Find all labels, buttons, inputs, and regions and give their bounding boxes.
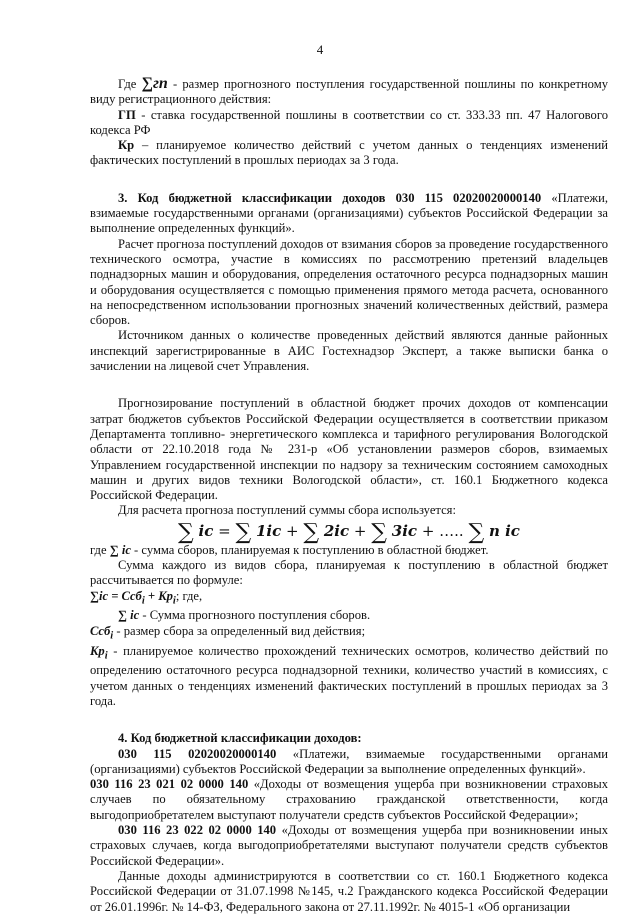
- section-3-para-3: Прогнозирование поступлений в областной бюджет прочих доходов от компенсации затрат бюджетов субъектов Российской Федерации осуществляется в соответствии приказом Департамента топливно- энергетического комплекса и тарифного регулирования Вологодской области от 22.10.2018 года № 231-р «Об установлении размеров сборов, взимаемых Управлением государственной инспекции по надзору за техническим состоянием самоходных машин и других видов техники Вологодской области», ст. 160.1 Бюджетного кодекса Российской Федерации.: [90, 396, 608, 503]
- section-3-para-5: Сумма каждого из видов сбора, планируемая к поступлению в областной бюджет рассчитывается по формуле:: [90, 558, 608, 588]
- formula-2: $\sum ic = Ccб_i + Kp_i$; где,: [90, 588, 203, 607]
- formula-where: где ∑ ic - сумма сборов, планируемая к поступлению в областной бюджет.: [90, 542, 489, 557]
- section-4-heading: 4. Код бюджетной классификации доходов:: [118, 731, 362, 746]
- section-4-para-3: 030 116 23 022 02 0000 140 «Доходы от возмещения ущерба при возникновении иных страховых случаев, когда выгодоприобретателями выступают получатели средств субъектов Российской Федерации».: [90, 823, 608, 868]
- page-number: 4: [316, 42, 324, 57]
- sum-formula: ∑ ic = ∑ 1ic + ∑ 2ic + ∑ 3ic + ….. ∑ n ic: [178, 519, 520, 545]
- document-body: [90, 76, 608, 915]
- section-3-para-2: Источником данных о количестве проведенных действий являются данные районных инспекций зарегистрированные в АИС Гостехнадзор Эксперт, а также выписки банка о зачислении на лицевой счет Управления.: [90, 328, 608, 374]
- definition-gp: ГП - ставка государственной пошлины в соответствии со ст. 333.33 пп. 47 Налогового кодекса РФ: [90, 107, 608, 137]
- section-3-para-4: Для расчета прогноза поступлений суммы сбора используется:: [118, 503, 456, 518]
- definition-ccb: Ccб$_i$ - размер сбора за определенный вид действия;: [90, 623, 366, 642]
- section-4-para-1: 030 115 02020020000140 «Платежи, взимаемые государственными органами (организациями) субъектов Российской Федерации за выполнение определенных функций».: [90, 746, 608, 776]
- definition-sum-ic: ∑ ic - Сумма прогнозного поступления сборов.: [118, 608, 371, 623]
- section-4-para-4: Данные доходы администрируются в соответствии со ст. 160.1 Бюджетного кодекса Российской Федерации от 31.07.1998 №145, ч.2 Гражданского кодекса Российской Федерации от 26.01.1996г. № 14-ФЗ, Федерального закона от 27.11.1992г. № 4015-1 «Об организации: [90, 868, 608, 914]
- definition-kp: $Kp_i$ - планируемое количество прохождений технических осмотров, количество действий по определению остаточного ресурса поднадзорной техники, количество участий в комиссиях, с учетом данных о тенденциях изменений фактических поступлений в прошлых периодах за 3 года.: [90, 643, 608, 708]
- section-4-para-2: 030 116 23 021 02 0000 140 «Доходы от возмещения ущерба при возникновении страховых случаев по обязательному страхованию гражданской ответственности, когда выгодоприобретателем выступают получатели средств субъектов Российской Федерации»;: [90, 777, 608, 822]
- definition-kr: Кр – планируемое количество действий с учетом данных о тенденциях изменений фактических поступлений в прошлых периодах за 3 года.: [90, 138, 608, 168]
- sum-symbol: ∑гп: [141, 75, 168, 92]
- section-3-heading: 3. Код бюджетной классификации доходов 030 115 02020020000140 «Платежи, взимаемые государственными органами (организациями) субъектов Российской Федерации за выполнение определенных функций».: [90, 190, 608, 236]
- definition-gp-sum: Где ∑гп - размер прогнозного поступления государственной пошлины по конкретному виду регистрационного действия:: [90, 75, 608, 107]
- section-3-para-1: Расчет прогноза поступлений доходов от взимания сборов за проведение государственного технического осмотра, участие в комиссиях по рассмотрению претензий владельцев поднадзорных машин и оборудования, определения остаточного ресурса поднадзорных машин и оборудования осуществляется с помощью применения прямого метода расчета, основанного на непосредственном использовании прогнозных значений количественных действий, размера сборов.: [90, 236, 608, 328]
